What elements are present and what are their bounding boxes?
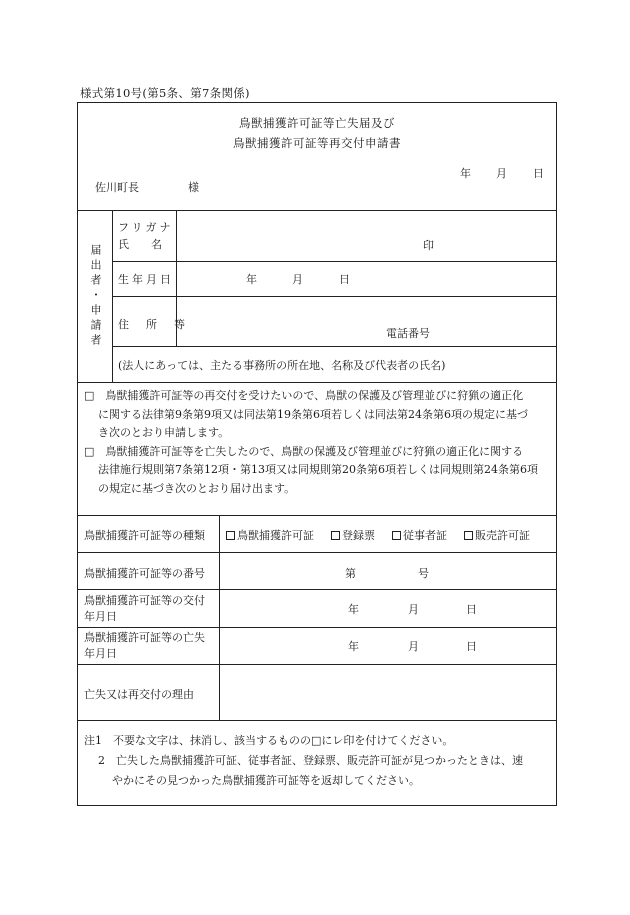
reason-input[interactable] [224,669,550,715]
worker-card-type-checkbox[interactable] [392,531,401,540]
form-title-line2: 鳥獣捕獲許可証等再交付申請書 [233,136,401,150]
reissue-checkbox-line1[interactable]: □ 鳥獣捕獲許可証等の再交付を受けたいので、鳥獣の保護及び管理並びに狩猟の適正化 [84,389,524,402]
permit-number-input[interactable] [363,562,413,580]
birth-year-field[interactable]: 年 [246,273,257,286]
divider [112,261,556,262]
loss-year-field[interactable]: 年 [348,640,359,653]
birthdate-label: 生年月日 [118,273,174,286]
furigana-input[interactable] [182,215,542,232]
divider [219,515,220,720]
seal-mark: 印 [423,239,434,252]
note-2-line1: 2 亡失した鳥獣捕獲許可証、従事者証、登録票、販売許可証が見つかったときは、速 [98,754,523,767]
statement-block [84,387,552,498]
note-2-line2: やかにその見つかった鳥獣捕獲許可証等を返却してください。 [112,774,420,787]
applicant-section-label: 届出者・申請者 [89,243,102,349]
divider [78,552,556,553]
reason-label: 亡失又は再交付の理由 [84,688,194,701]
loss-checkbox-line1[interactable]: □ 鳥獣捕獲許可証等を亡失したので、鳥獣の保護及び管理並びに狩猟の適正化に関する [84,444,524,458]
loss-date-label-line1: 鳥獣捕獲許可証等の亡失 [84,631,205,644]
notes-block [84,731,552,791]
loss-day-field[interactable]: 日 [466,640,477,653]
name-label: 氏 名 [118,238,162,251]
divider [78,720,556,721]
permit-type-checkbox[interactable] [226,531,235,540]
address-label: 住 所 等 [118,318,188,331]
submit-year-field[interactable]: 年 [460,167,471,180]
reissue-statement-line2: に関する法律第9条第9項又は同法第19条第6項若しくは同法第24条第6項の規定に基づ [98,407,528,421]
reissue-statement-line3: き次のとおり申請します。 [98,426,230,439]
address-input[interactable] [182,301,542,323]
permit-type-label: 鳥獣捕獲許可証等の種類 [84,529,205,542]
issue-date-label [84,593,205,625]
divider [78,627,556,628]
furigana-label: フリガナ [118,221,174,234]
sales-permit-type-checkbox[interactable] [464,531,473,540]
note-1: 注1 不要な文字は、抹消し、該当するものの□にレ印を付けてください。 [84,734,454,747]
permit-type-options [226,527,530,543]
permit-number-suffix: 号 [418,567,429,580]
loss-date-label-line2: 年月日 [84,647,117,660]
name-input[interactable] [182,233,482,255]
loss-statement-line2: 法律施行規則第7条第12項・第13項又は同規則第20条第6項若しくは同規則第24条第6項 [98,463,538,476]
divider [78,664,556,665]
permit-number-prefix: 第 [345,567,356,580]
issue-day-field[interactable]: 日 [466,603,477,616]
form-title-line1: 鳥獣捕獲許可証等亡失届及び [239,116,395,130]
permit-type-option-sales: 販売許可証 [475,529,530,542]
loss-month-field[interactable]: 月 [408,640,419,653]
addressee-name: 佐川町長 [95,181,139,194]
issue-year-field[interactable]: 年 [348,603,359,616]
issue-month-field[interactable]: 月 [408,603,419,616]
form-frame [77,102,557,806]
loss-date-label [84,630,205,662]
permit-type-option-registration: 登録票 [342,529,375,542]
issue-date-label-line1: 鳥獣捕獲許可証等の交付 [84,594,205,607]
permit-type-option-permit: 鳥獣捕獲許可証 [237,529,314,542]
birth-day-field[interactable]: 日 [339,273,350,286]
issue-date-label-line2: 年月日 [84,610,117,623]
corporate-note: (法人にあっては、主たる事務所の所在地、名称及び代表者の氏名) [118,359,446,372]
divider [78,589,556,590]
divider [78,382,556,383]
divider [112,296,556,297]
birth-month-field[interactable]: 月 [292,273,303,286]
divider [78,515,556,516]
divider [78,210,556,211]
addressee-honorific: 様 [188,181,199,194]
permit-number-label: 鳥獣捕獲許可証等の番号 [84,567,205,580]
phone-input[interactable] [440,324,546,340]
phone-label: 電話番号 [386,327,430,340]
divider [112,346,556,347]
form-number-label: 様式第10号(第5条、第7条関係) [80,86,250,100]
submit-day-field[interactable]: 日 [533,167,544,180]
submit-month-field[interactable]: 月 [496,167,507,180]
permit-type-option-worker: 従事者証 [403,529,447,542]
loss-statement-line3: の規定に基づき次のとおり届け出ます。 [98,481,296,495]
registration-type-checkbox[interactable] [331,531,340,540]
